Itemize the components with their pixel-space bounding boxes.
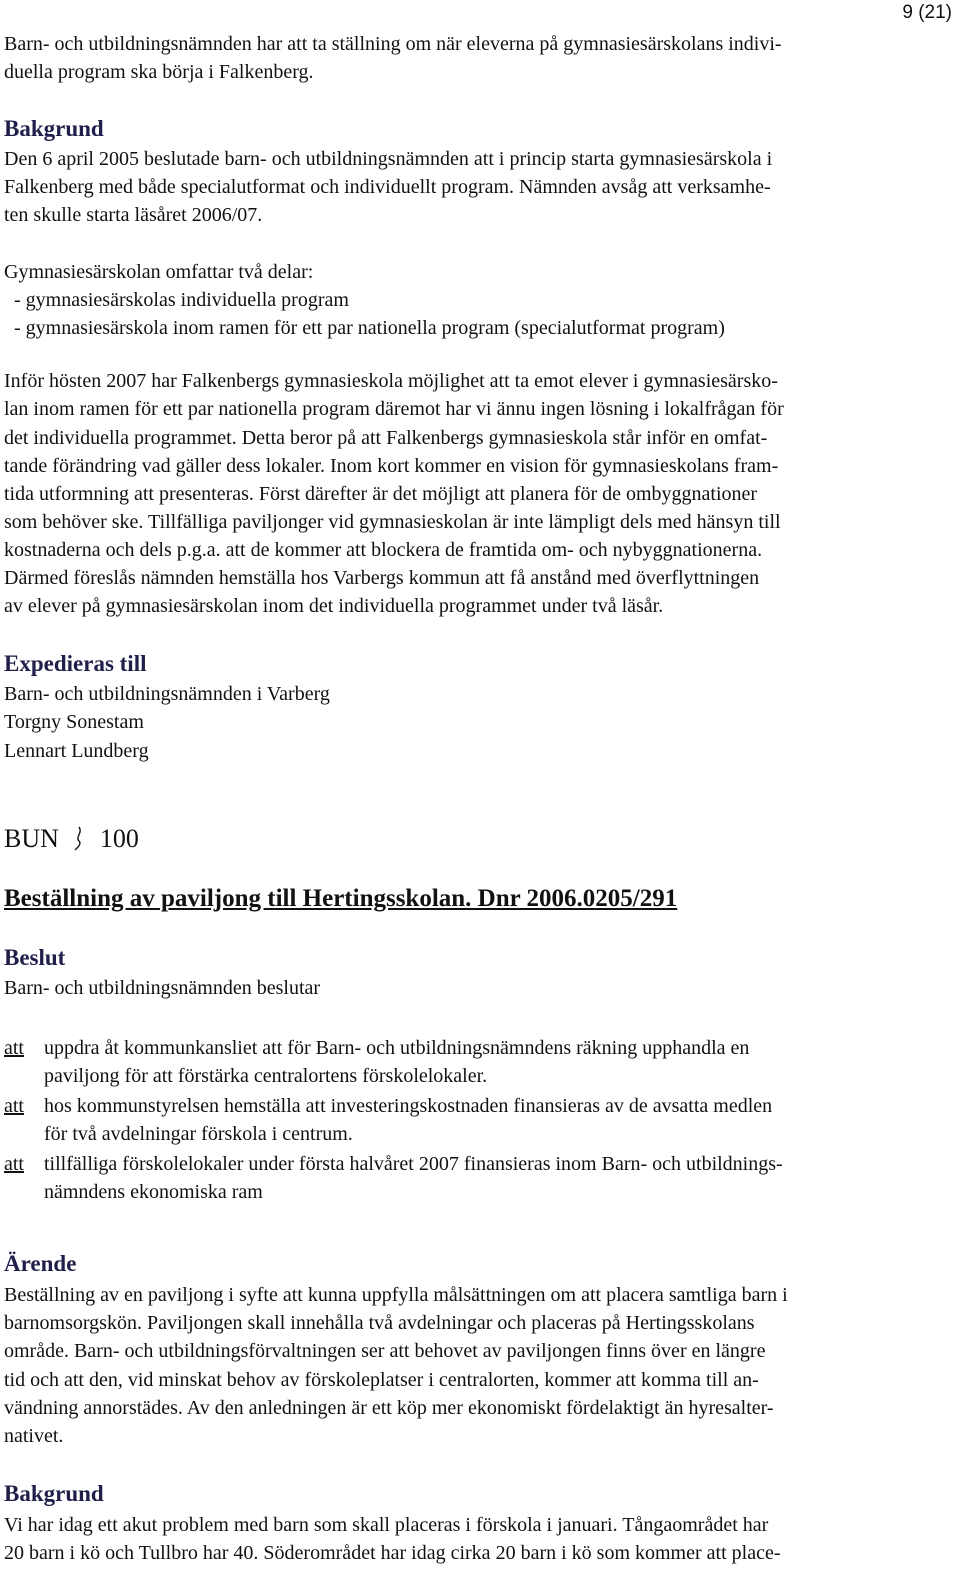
decision-item-cont	[0, 1120, 960, 1148]
section-heading: Ärende	[4, 1251, 77, 1276]
decision-item-cont	[0, 1062, 960, 1090]
intro-line: Barn- och utbildningsnämnden har att ta ställning om när eleverna på gymnasiesärskolans indivi-	[4, 33, 782, 55]
body-line: Den 6 april 2005 beslutade barn- och utbildningsnämnden att i princip starta gymnasiesärskola i	[4, 148, 773, 170]
body-line: lan inom ramen för ett par nationella program däremot har vi ännu ingen lösning i lokalfrågan för	[4, 398, 784, 420]
recipient: Barn- och utbildningsnämnden i Varberg	[4, 683, 330, 705]
body-line: det individuella programmet. Detta beror på att Falkenbergs gymnasieskola står inför en omfat-	[4, 427, 768, 449]
section-heading: Beslut	[4, 945, 66, 970]
body-line: tid och att den, vid minskat behov av förskoleplatser i centralorten, kommer att komma till an-	[4, 1369, 759, 1391]
decision-item	[0, 1034, 960, 1062]
bun-paragraph	[4, 822, 139, 856]
body-line: Därmed föreslås nämnden hemställa hos Varbergs kommun att få anstånd med överflyttningen	[4, 567, 760, 589]
decision-text: nämndens ekonomiska ram	[44, 1181, 263, 1203]
body-line: nativet.	[4, 1425, 64, 1447]
body-line: barnomsorgskön. Paviljongen skall innehålla två avdelningar och placeras på Hertingsskolans	[4, 1312, 755, 1334]
parts-item: - gymnasiesärskolas individuella program	[14, 289, 349, 311]
decision-text: hos kommunstyrelsen hemställa att investeringskostnaden finansieras av de avsatta medlen	[44, 1095, 773, 1117]
decision-text: paviljong för att förstärka centralortens förskolelokaler.	[44, 1065, 488, 1087]
att-marker: att	[4, 1095, 24, 1117]
att-marker: att	[4, 1153, 24, 1175]
recipient: Torgny Sonestam	[4, 711, 144, 733]
parts-item: - gymnasiesärskola inom ramen för ett par nationella program (specialutformat program)	[14, 317, 725, 339]
beslut-intro: Barn- och utbildningsnämnden beslutar	[4, 977, 321, 999]
body-line: Inför hösten 2007 har Falkenbergs gymnasieskola möjlighet att ta emot elever i gymnasiesärsko-	[4, 370, 778, 392]
decision-text: för två avdelningar förskola i centrum.	[44, 1123, 353, 1145]
decision-text: uppdra åt kommunkansliet att för Barn- och utbildningsnämndens räkning upphandla en	[44, 1037, 750, 1059]
body-line: tande förändring vad gäller dess lokaler. Inom kort kommer en vision för gymnasieskolans fram-	[4, 455, 779, 477]
body-line: 20 barn i kö och Tullbro har 40. Söderområdet har idag cirka 20 barn i kö som kommer att place-	[4, 1542, 781, 1564]
parts-intro: Gymnasiesärskolan omfattar två delar:	[4, 261, 314, 283]
body-line: kostnaderna och dels p.g.a. att de kommer att blockera de framtida om- och nybyggnationerna.	[4, 539, 763, 561]
section-heading: Expedieras till	[4, 651, 147, 676]
body-line: tida utformning att presenteras. Först därefter är det möjligt att planera för de ombyggnationer	[4, 483, 758, 505]
page-number: 9 (21)	[902, 2, 952, 23]
section-heading: Bakgrund	[4, 116, 104, 141]
case-title: Beställning av paviljong till Hertingsskolan. Dnr 2006.0205/291	[4, 885, 678, 912]
bun-label: BUN	[4, 824, 59, 853]
section-mark-icon	[69, 825, 89, 851]
recipient: Lennart Lundberg	[4, 740, 149, 762]
body-line: ten skulle starta läsåret 2006/07.	[4, 204, 263, 226]
decision-item	[0, 1092, 960, 1120]
decision-item-cont	[0, 1178, 960, 1206]
bun-number: 100	[99, 824, 139, 853]
body-line: område. Barn- och utbildningsförvaltningen ser att behovet av paviljongen finns över en längre	[4, 1340, 766, 1362]
decision-text: tillfälliga förskolelokaler under första halvåret 2007 finansieras inom Barn- och utbildnings-	[44, 1153, 783, 1175]
att-marker: att	[4, 1037, 24, 1059]
body-line: av elever på gymnasiesärskolan inom det individuella programmet under två läsår.	[4, 595, 664, 617]
intro-line: duella program ska börja i Falkenberg.	[4, 61, 314, 83]
section-heading: Bakgrund	[4, 1481, 104, 1506]
body-line: Beställning av en paviljong i syfte att kunna uppfylla målsättningen om att placera samtliga barn i	[4, 1284, 788, 1306]
decision-item	[0, 1150, 960, 1178]
body-line: som behöver ske. Tillfälliga paviljonger vid gymnasieskolan är inte lämpligt dels med hänsyn till	[4, 511, 781, 533]
body-line: Vi har idag ett akut problem med barn som skall placeras i förskola i januari. Tångaområdet har	[4, 1514, 769, 1536]
body-line: Falkenberg med både specialutformat och individuellt program. Nämnden avsåg att verksamhe-	[4, 176, 771, 198]
body-line: vändning annorstädes. Av den anledningen är ett köp mer ekonomiskt fördelaktigt än hyresalter-	[4, 1397, 774, 1419]
